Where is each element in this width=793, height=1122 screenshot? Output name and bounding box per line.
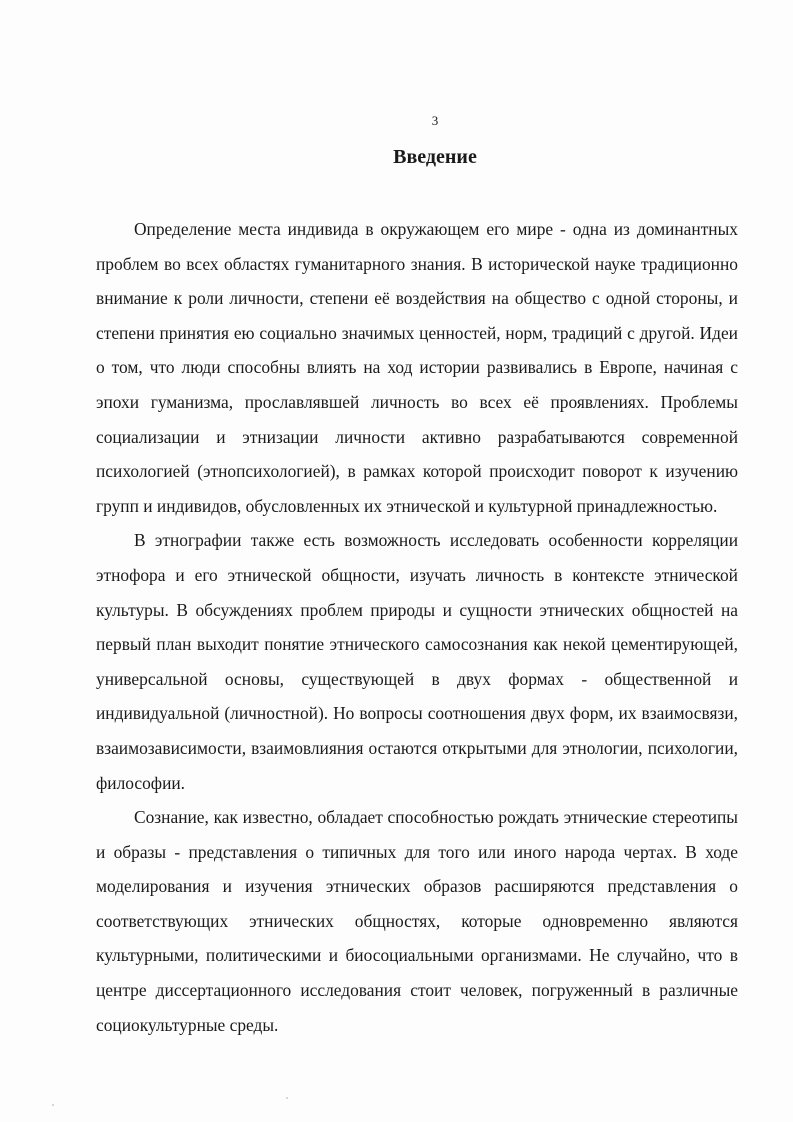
- page-title: Введение: [393, 146, 477, 168]
- paragraph-2: В этнографии также есть возможность исследовать особенности корреляции этнофора и его этнической общности, изучать личность в контексте этнической культуры. В обсуждениях проблем природы и сущности этнических общностей на первый план выходит понятие этнического самосознания как некой цементирующей, универсальной основы, существующей в двух формах - общественной и индивидуальной (личностной). Но вопросы соотношения двух форм, их взаимосвязи, взаимозависимости, взаимовлияния остаются открытыми для этнологии, психологии, философии.: [96, 530, 738, 793]
- scan-speck: [52, 1104, 54, 1106]
- body-text: [96, 212, 738, 1042]
- page-number: 3: [431, 113, 439, 128]
- paragraph-1: Определение места индивида в окружающем его мире - одна из доминантных проблем во всех областях гуманитарного знания. В исторической науке традиционно внимание к роли личности, степени её воздействия на общество с одной стороны, и степени принятия ею социально значимых ценностей, норм, традиций с другой. Идеи о том, что люди способны влиять на ход истории развивались в Европе, начиная с эпохи гуманизма, прославлявшей личность во всех её проявлениях. Проблемы социализации и этнизации личности активно разрабатываются современной психологией (этнопсихологией), в рамках которой происходит поворот к изучению групп и индивидов, обусловленных их этнической и культурной принадлежностью.: [96, 219, 738, 516]
- paragraph-3: Сознание, как известно, обладает способностью рождать этнические стереотипы и образы - представления о типичных для того или иного народа чертах. В ходе моделирования и изучения этнических образов расширяются представления о соответствующих этнических общностях, которые одновременно являются культурными, политическими и биосоциальными организмами. Не случайно, что в центре диссертационного исследования стоит человек, погруженный в различные социокультурные среды.: [96, 807, 738, 1035]
- scan-speck: [286, 1097, 288, 1099]
